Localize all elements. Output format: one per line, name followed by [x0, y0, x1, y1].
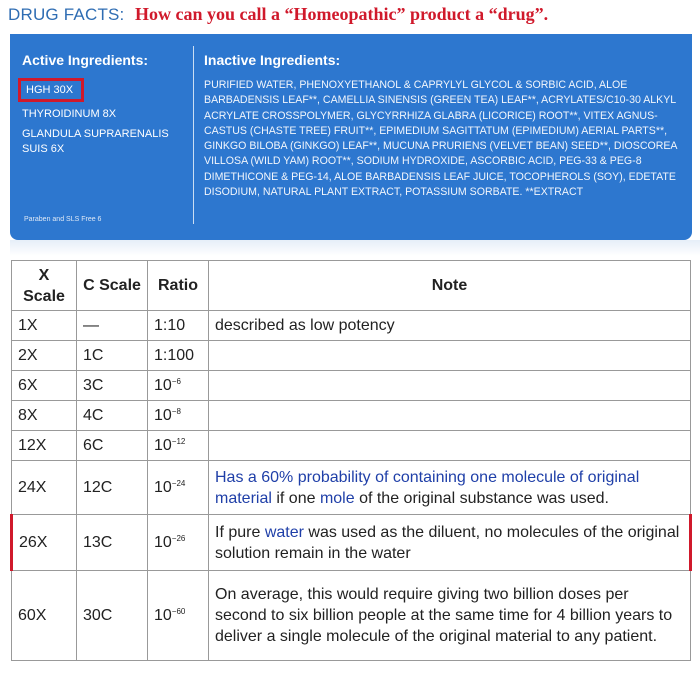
cell-x: 8X: [12, 401, 77, 431]
cell-note: On average, this would require giving two billion doses per second to six billion people at the same time for 4 billion years to deliver a single molecule of the original material to any patient.: [209, 571, 691, 661]
cell-c: —: [77, 311, 148, 341]
cell-x: 12X: [12, 431, 77, 461]
active-item-glandula: GLANDULA SUPRARENALIS SUIS 6X: [22, 128, 169, 155]
dilution-table: [10, 260, 692, 661]
table-row: [12, 341, 691, 371]
cell-note: described as low potency: [209, 311, 691, 341]
active-ingredients-title: Active Ingredients:: [22, 52, 149, 68]
cell-note: [209, 371, 691, 401]
cell-ratio: 1:100: [148, 341, 209, 371]
cell-ratio: $10^{-26}$: [148, 515, 209, 571]
cell-ratio: $10^{-8}$: [148, 401, 209, 431]
cell-x: 24X: [12, 461, 77, 515]
cell-ratio: $10^{-12}$: [148, 431, 209, 461]
cell-note: [209, 431, 691, 461]
cell-x: 1X: [12, 311, 77, 341]
panel-shadow: [10, 240, 700, 256]
cell-note: If pure water was used as the diluent, no molecules of the original solution remain in the water: [209, 515, 691, 571]
table-row: [12, 311, 691, 341]
table-row: [12, 571, 691, 661]
cell-c: 6C: [77, 431, 148, 461]
cell-x: 26X: [12, 515, 77, 571]
cell-ratio: $10^{-60}$: [148, 571, 209, 661]
header-c-scale: C Scale: [77, 261, 148, 311]
inactive-ingredients-text: PURIFIED WATER, PHENOXYETHANOL & CAPRYLYL GLYCOL & SORBIC ACID, ALOE BARBADENSIS LEAF**, CAMELLIA SINENSIS (GREEN TEA) LEAF**, ACRYLATES/C10-30 ALKYL ACRYLATE CROSSPOLYMER, GLYCYRRHIZA GLABRA (LICORICE) ROOT**, VITEX AGNUS-CASTUS (CHASTE TREE) FRUIT**, EPIMEDIUM SAGITTATUM (EPIMEDIUM) AERIAL PARTS**, GINKGO BILOBA (GINKGO) LEAF**, MUCUNA PRURIENS (VELVET BEAN) SEED**, DIOSCOREA VILLOSA (WILD YAM) ROOT**, SODIUM HYDROXIDE, ASCORBIC ACID, PEG-33 & PEG-8 DIMETHICONE & PEG-14, ALOE BARBADENSIS LEAF JUICE, TOCOPHEROLS (SOY), EDETATE DISODIUM, NATURAL PLANT EXTRACT, POTASSIUM SORBATE. **EXTRACT: [204, 79, 677, 199]
table-row: [12, 461, 691, 515]
header-ratio: Ratio: [148, 261, 209, 311]
cell-c: 1C: [77, 341, 148, 371]
active-item-thyroidinum: THYROIDINUM 8X: [22, 108, 117, 120]
table-row-highlighted: [12, 515, 691, 571]
cell-x: 60X: [12, 571, 77, 661]
cell-note: [209, 341, 691, 371]
table-row: [12, 371, 691, 401]
panel-divider: [193, 46, 194, 224]
table-row: [12, 401, 691, 431]
table-header-row: [12, 261, 691, 311]
cell-ratio: 1:10: [148, 311, 209, 341]
active-item-hgh: HGH 30X: [18, 78, 84, 102]
cell-c: 3C: [77, 371, 148, 401]
cell-c: 12C: [77, 461, 148, 515]
header-note: Note: [209, 261, 691, 311]
header-x-scale: X Scale: [12, 261, 77, 311]
drug-facts-panel: [10, 34, 692, 240]
cell-x: 2X: [12, 341, 77, 371]
paraben-footnote: Paraben and SLS Free 6: [24, 216, 102, 223]
cell-c: 13C: [77, 515, 148, 571]
cell-note: [209, 401, 691, 431]
cell-c: 4C: [77, 401, 148, 431]
header-question: How can you call a “Homeopathic” product a “drug”.: [134, 4, 549, 24]
active-ingredients-column: [22, 52, 192, 162]
cell-ratio: $10^{-6}$: [148, 371, 209, 401]
inactive-ingredients-column: [204, 52, 688, 200]
cell-c: 30C: [77, 571, 148, 661]
inactive-ingredients-title: Inactive Ingredients:: [204, 52, 341, 68]
cell-note: Has a 60% probability of containing one molecule of original material if one mole of the original substance was used.: [209, 461, 691, 515]
table-row: [12, 431, 691, 461]
drug-facts-label: DRUG FACTS:: [8, 5, 125, 24]
cell-x: 6X: [12, 371, 77, 401]
cell-ratio: $10^{-24}$: [148, 461, 209, 515]
page-header: [8, 4, 698, 30]
